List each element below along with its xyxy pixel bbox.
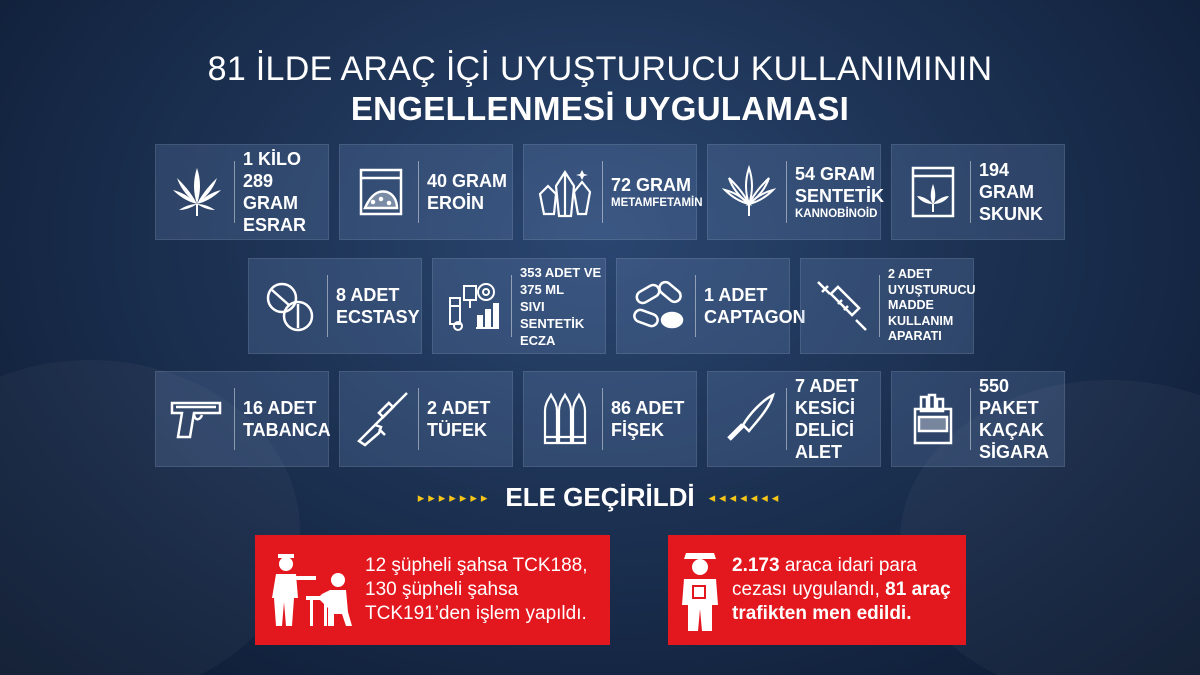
tile-label: 86 ADET FİŞEK: [611, 398, 685, 440]
tile-text: [795, 141, 884, 243]
cigarette-pack-icon: [902, 388, 964, 450]
tile-label: 54 GRAM SENTETİK: [795, 164, 885, 206]
skunk-bag-icon: [902, 161, 964, 223]
cannabis-leaf-outline-icon: [718, 161, 780, 223]
pills-icon: [259, 275, 321, 337]
suspects-line-1: 12 şüpheli şahsa TCK188,: [365, 555, 588, 576]
police-officer-icon: [668, 545, 732, 635]
tile-label: 1 KİLO 289 GRAM ESRAR: [243, 149, 307, 235]
title-line-2: ENGELLENMESİ UYGULAMASI: [350, 90, 850, 127]
tile-separator: [418, 388, 419, 450]
fines-text-3: trafikten men edildi.: [732, 603, 912, 624]
interrogation-icon: [255, 550, 365, 630]
knife-icon: [718, 388, 780, 450]
capsules-icon: [627, 275, 689, 337]
tile-separator: [327, 275, 328, 337]
fines-line-1: [732, 554, 951, 578]
tile-separator: [695, 275, 696, 337]
fines-line-3: [732, 602, 951, 626]
suspects-box: [255, 535, 610, 645]
tile-separator: [602, 388, 603, 450]
fines-text-1: araca idari para: [779, 555, 917, 576]
tile-sentetik-kannobinoid: [707, 144, 885, 240]
title-line-1: 81 İLDE ARAÇ İÇİ UYUŞTURUCU KULLANIMININ: [207, 50, 993, 88]
tile-separator: [970, 388, 971, 450]
tile-separator: [511, 275, 512, 337]
fines-text: [732, 554, 951, 626]
tile-fisek: [523, 371, 697, 467]
tile-label: 1 ADET CAPTAGON: [704, 285, 806, 327]
tile-separator: [786, 161, 787, 223]
banned-vehicles-count: 81 araç: [885, 579, 951, 600]
bullets-icon: [534, 388, 596, 450]
tile-label: 194 GRAM SKUNK: [979, 160, 1044, 224]
tile-separator: [879, 275, 880, 337]
tile-sublabel: KANNOBİNOİD: [795, 208, 878, 220]
tile-separator: [234, 388, 235, 450]
tile-skunk: [891, 144, 1065, 240]
pistol-icon: [166, 388, 228, 450]
tile-label: 550 PAKET KAÇAK SİGARA: [979, 376, 1050, 462]
arrows-left-icon: ◂◂◂◂◂◂◂: [708, 489, 783, 505]
tile-label: 8 ADET ECSTASY: [336, 285, 420, 327]
tile-sivi-sentetik-ecza: [432, 258, 606, 354]
tile-separator: [970, 161, 971, 223]
seized-banner: [0, 482, 1200, 513]
tile-text: [611, 152, 703, 232]
suspects-text: [365, 554, 588, 626]
tile-separator: [786, 388, 787, 450]
tile-esrar: [155, 144, 329, 240]
lab-equipment-icon: [443, 275, 505, 337]
tile-sublabel: METAMFETAMİN: [611, 197, 703, 209]
fines-box: [668, 535, 966, 645]
suspects-line-2: 130 şüpheli şahsa: [365, 579, 519, 600]
tile-label: 7 ADET KESİCİ DELİCİ ALET: [795, 376, 859, 462]
fined-vehicles-count: 2.173: [732, 555, 780, 576]
tile-label: 353 ADET VE 375 ML SIVI SENTETİK ECZA: [520, 264, 602, 348]
syringe-icon: [811, 275, 873, 337]
tile-tabanca: [155, 371, 329, 467]
suspects-line-3: TCK191’den işlem yapıldı.: [365, 603, 587, 624]
tile-tufek: [339, 371, 513, 467]
cannabis-leaf-icon: [166, 161, 228, 223]
rifle-icon: [350, 388, 412, 450]
fines-text-2: cezası uygulandı,: [732, 579, 886, 600]
tile-label: 16 ADET TABANCA: [243, 398, 331, 440]
tile-metamfetamin: [523, 144, 703, 240]
arrows-right-icon: ▸▸▸▸▸▸▸: [417, 489, 492, 505]
tile-label: 2 ADET TÜFEK: [427, 398, 491, 440]
tile-separator: [602, 161, 603, 223]
powder-bag-icon: [350, 161, 412, 223]
seized-label: ELE GEÇİRİLDİ: [505, 482, 695, 512]
tile-label: 2 ADET UYUŞTURUCU MADDE KULLANIM APARATI: [888, 267, 976, 344]
tile-kacak-sigara: [891, 371, 1065, 467]
tile-separator: [234, 161, 235, 223]
tile-label: 72 GRAM: [611, 175, 692, 195]
tile-label: 40 GRAM EROİN: [427, 171, 508, 213]
fines-line-2: [732, 578, 951, 602]
tile-kesici-delici-alet: [707, 371, 881, 467]
tile-separator: [418, 161, 419, 223]
tile-ecstasy: [248, 258, 422, 354]
tile-eroin: [339, 144, 513, 240]
crystals-icon: [534, 161, 596, 223]
tile-kullanim-aparati: [800, 258, 974, 354]
tile-captagon: [616, 258, 806, 354]
